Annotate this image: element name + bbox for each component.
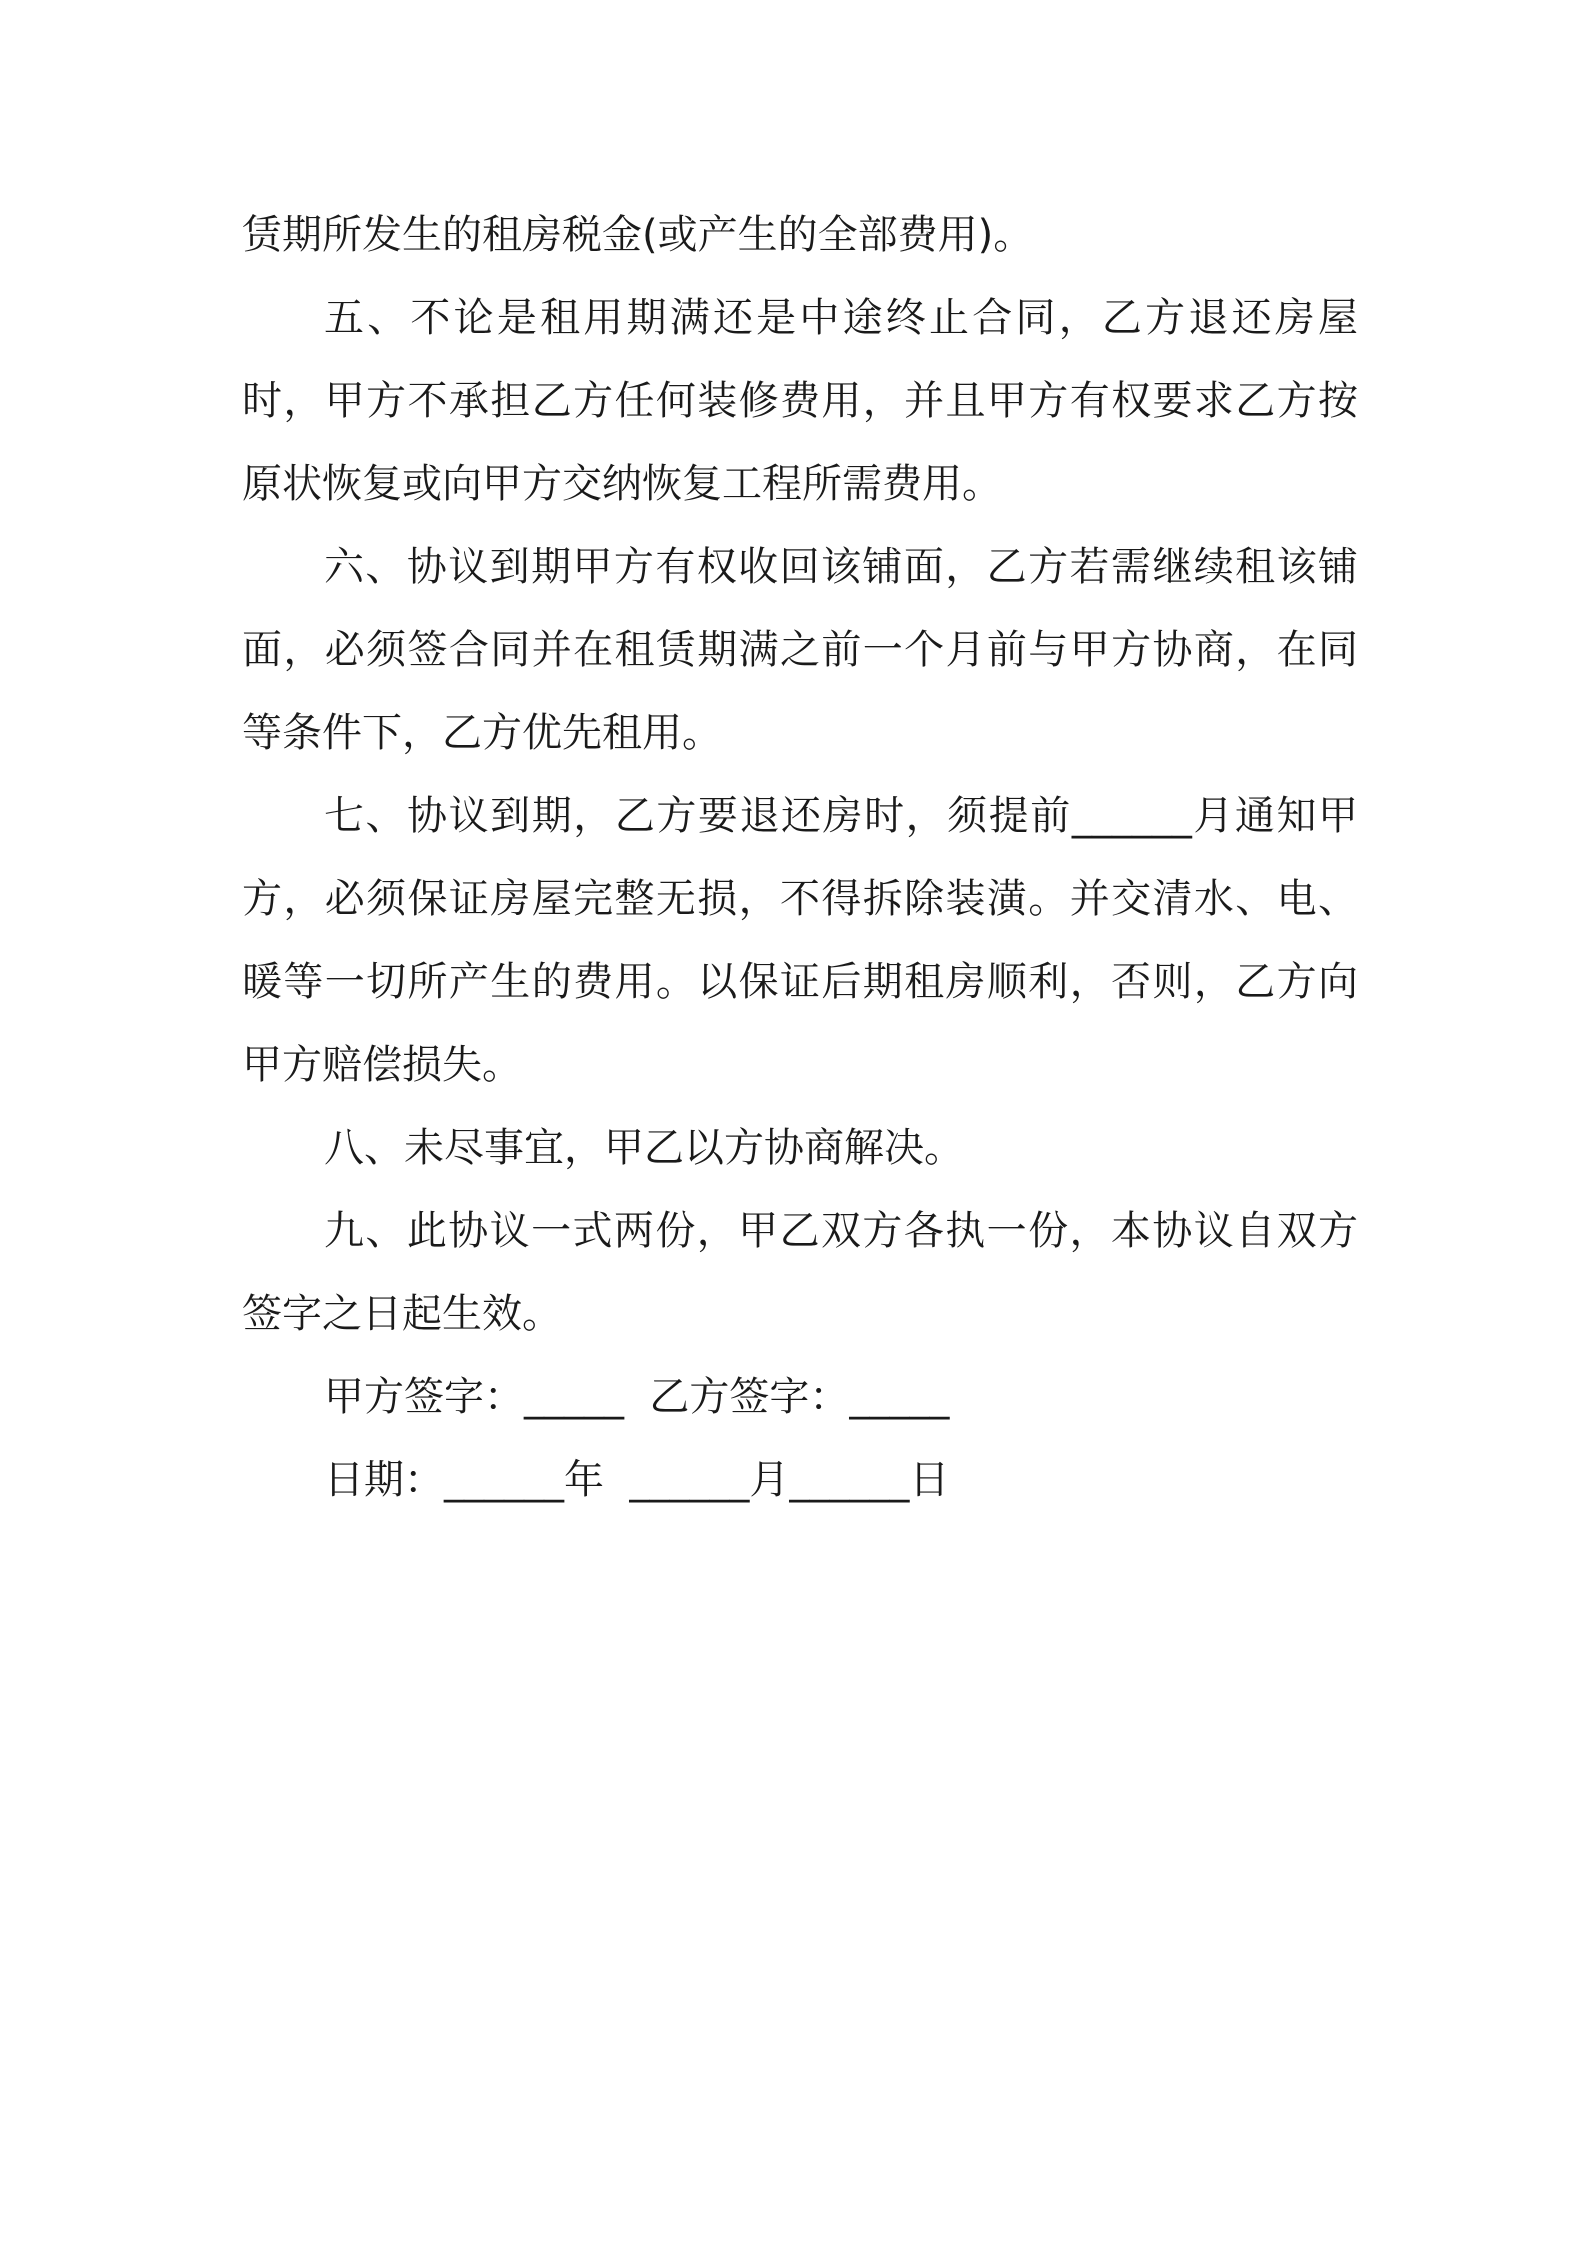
- document-body: [242, 194, 1358, 1522]
- signature-line: 甲方签字：_____ 乙方签字：_____: [324, 1374, 950, 1420]
- paragraph-continuation: 赁期所发生的租房税金(或产生的全部费用)。: [242, 212, 1034, 258]
- date-line: 日期：______年 ______月______日: [324, 1457, 950, 1503]
- clause-9: 九、此协议一式两份，甲乙双方各执一份，本协议自双方签字之日起生效。: [242, 1208, 1358, 1337]
- clause-8: 八、未尽事宜，甲乙以方协商解决。: [324, 1125, 964, 1171]
- clause-6: 六、协议到期甲方有权收回该铺面，乙方若需继续租该铺面，必须签合同并在租赁期满之前一个月前与甲方协商，在同等条件下，乙方优先租用。: [242, 544, 1358, 756]
- clause-5: 五、不论是租用期满还是中途终止合同，乙方退还房屋时，甲方不承担乙方任何装修费用，并且甲方有权要求乙方按原状恢复或向甲方交纳恢复工程所需费用。: [242, 295, 1358, 507]
- clause-7: 七、协议到期，乙方要退还房时，须提前______月通知甲方，必须保证房屋完整无损，不得拆除装潢。并交清水、电、暖等一切所产生的费用。以保证后期租房顺利，否则，乙方向甲方赔偿损失。: [242, 793, 1358, 1088]
